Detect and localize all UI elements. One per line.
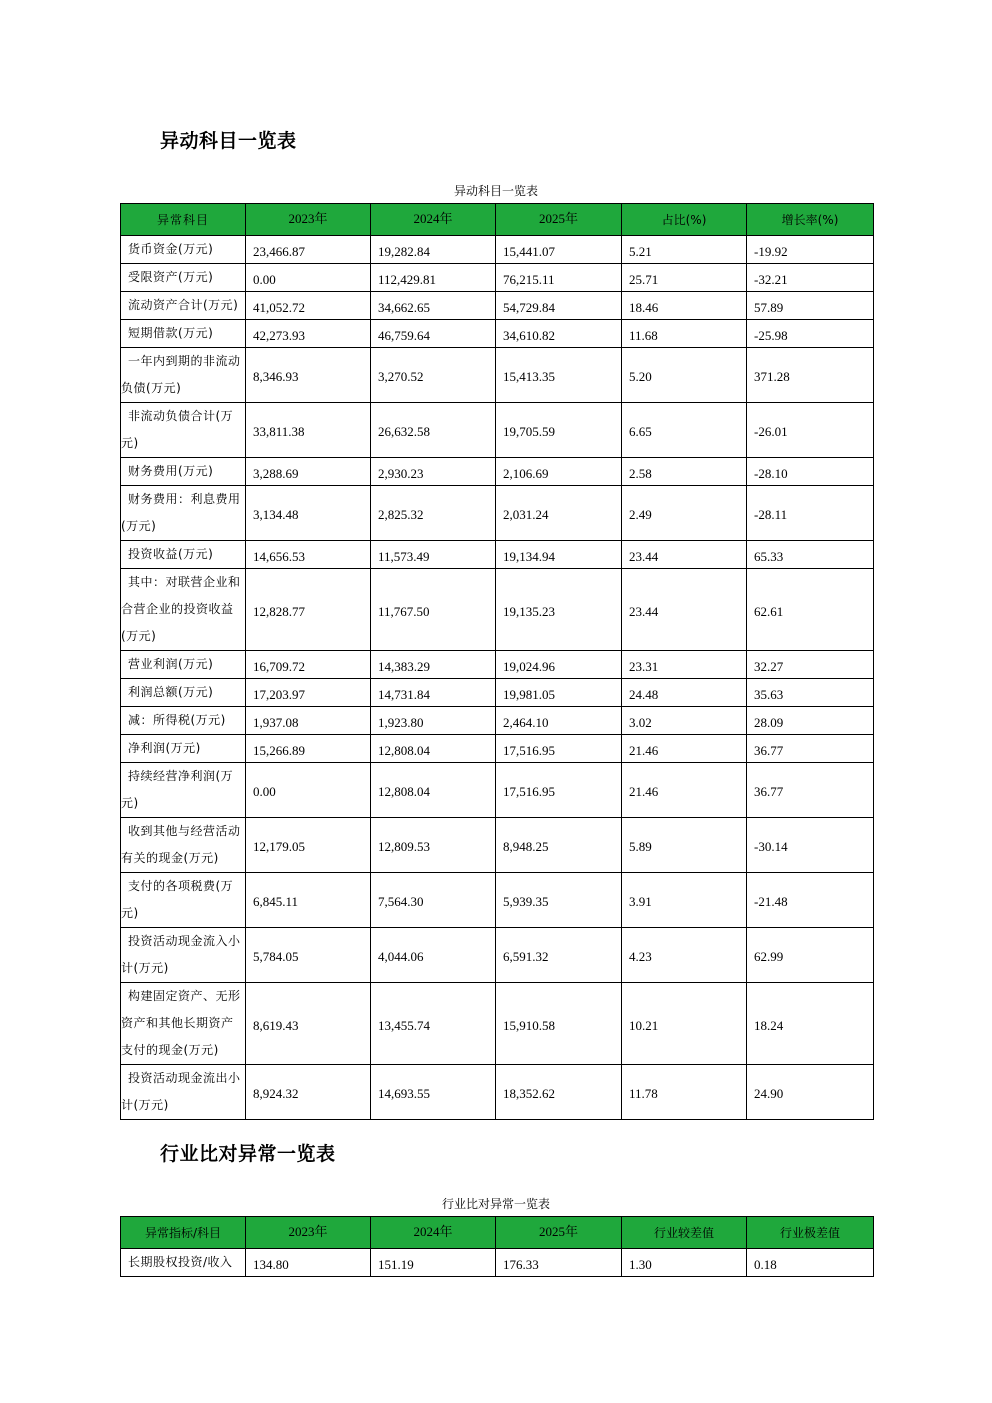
cell-share: 18.46: [622, 292, 747, 320]
section1-heading: 异动科目一览表: [160, 130, 297, 152]
row-label: 一年内到期的非流动负债(万元): [121, 348, 246, 403]
cell-v2025: 5,939.35: [496, 873, 622, 928]
cell-share: 3.91: [622, 873, 747, 928]
table-row: [121, 458, 874, 486]
cell-share: 25.71: [622, 264, 747, 292]
cell-v2025: 19,705.59: [496, 403, 622, 458]
cell-v2024: 11,573.49: [371, 541, 496, 569]
cell-v2023: 14,656.53: [246, 541, 371, 569]
row-label: 减：所得税(万元): [121, 707, 246, 735]
row-label: 受限资产(万元): [121, 264, 246, 292]
cell-growth: 36.77: [747, 763, 874, 818]
row-label: 非流动负债合计(万元): [121, 403, 246, 458]
table-row: [121, 818, 874, 873]
cell-share: 5.20: [622, 348, 747, 403]
cell-range: 0.18: [747, 1249, 874, 1277]
cell-share: 23.31: [622, 651, 747, 679]
cell-growth: 28.09: [747, 707, 874, 735]
cell-growth: 65.33: [747, 541, 874, 569]
cell-growth: -21.48: [747, 873, 874, 928]
cell-share: 11.78: [622, 1065, 747, 1120]
table-row: [121, 348, 874, 403]
cell-v2024: 3,270.52: [371, 348, 496, 403]
cell-v2023: 3,288.69: [246, 458, 371, 486]
table1-body: [121, 236, 874, 1120]
cell-growth: -32.21: [747, 264, 874, 292]
cell-v2023: 8,619.43: [246, 983, 371, 1065]
cell-growth: 62.99: [747, 928, 874, 983]
cell-growth: -19.92: [747, 236, 874, 264]
cell-v2024: 26,632.58: [371, 403, 496, 458]
cell-v2023: 8,924.32: [246, 1065, 371, 1120]
cell-v2024: 4,044.06: [371, 928, 496, 983]
cell-v2025: 34,610.82: [496, 320, 622, 348]
row-label: 支付的各项税费(万元): [121, 873, 246, 928]
cell-v2024: 46,759.64: [371, 320, 496, 348]
cell-v2025: 19,135.23: [496, 569, 622, 651]
row-label: 营业利润(万元): [121, 651, 246, 679]
table2-caption: 行业比对异常一览表: [441, 1197, 550, 1211]
section2-heading: 行业比对异常一览表: [160, 1143, 336, 1165]
cell-share: 2.49: [622, 486, 747, 541]
col-header-2024: 2024年: [371, 204, 496, 236]
row-label: 短期借款(万元): [121, 320, 246, 348]
cell-v2024: 11,767.50: [371, 569, 496, 651]
table-row: [121, 735, 874, 763]
table-row: [121, 679, 874, 707]
cell-v2024: 12,809.53: [371, 818, 496, 873]
cell-v2023: 3,134.48: [246, 486, 371, 541]
cell-v2024: 13,455.74: [371, 983, 496, 1065]
cell-v2025: 17,516.95: [496, 735, 622, 763]
cell-v2025: 17,516.95: [496, 763, 622, 818]
table2-body: [121, 1249, 874, 1277]
table-row: [121, 873, 874, 928]
cell-v2024: 112,429.81: [371, 264, 496, 292]
cell-v2023: 134.80: [246, 1249, 371, 1277]
table-row: [121, 983, 874, 1065]
row-label: 投资活动现金流入小计(万元): [121, 928, 246, 983]
cell-share: 11.68: [622, 320, 747, 348]
cell-v2025: 6,591.32: [496, 928, 622, 983]
cell-v2023: 12,828.77: [246, 569, 371, 651]
table-row: [121, 292, 874, 320]
cell-v2024: 2,825.32: [371, 486, 496, 541]
cell-v2023: 8,346.93: [246, 348, 371, 403]
cell-v2023: 1,937.08: [246, 707, 371, 735]
col-header-2025: 2025年: [496, 204, 622, 236]
cell-v2025: 76,215.11: [496, 264, 622, 292]
cell-v2024: 1,923.80: [371, 707, 496, 735]
cell-v2023: 33,811.38: [246, 403, 371, 458]
table-row: [121, 763, 874, 818]
row-label: 持续经营净利润(万元): [121, 763, 246, 818]
row-label: 投资活动现金流出小计(万元): [121, 1065, 246, 1120]
col-header-industry-worse: 行业较差值: [622, 1217, 747, 1249]
cell-v2023: 17,203.97: [246, 679, 371, 707]
table-row: [121, 651, 874, 679]
cell-growth: 24.90: [747, 1065, 874, 1120]
col-header-2023: 2023年: [246, 204, 371, 236]
table-row: [121, 403, 874, 458]
row-label: 构建固定资产、无形资产和其他长期资产支付的现金(万元): [121, 983, 246, 1065]
table-row: [121, 569, 874, 651]
cell-v2025: 15,413.35: [496, 348, 622, 403]
cell-share: 23.44: [622, 541, 747, 569]
table-row: [121, 1249, 874, 1277]
cell-v2024: 12,808.04: [371, 763, 496, 818]
cell-v2024: 7,564.30: [371, 873, 496, 928]
row-label: 收到其他与经营活动有关的现金(万元): [121, 818, 246, 873]
cell-growth: 18.24: [747, 983, 874, 1065]
table1-caption: 异动科目一览表: [453, 184, 538, 198]
cell-v2025: 54,729.84: [496, 292, 622, 320]
row-label: 利润总额(万元): [121, 679, 246, 707]
cell-v2023: 12,179.05: [246, 818, 371, 873]
row-label: 投资收益(万元): [121, 541, 246, 569]
cell-growth: 62.61: [747, 569, 874, 651]
cell-v2023: 41,052.72: [246, 292, 371, 320]
cell-v2025: 8,948.25: [496, 818, 622, 873]
cell-share: 23.44: [622, 569, 747, 651]
cell-share: 21.46: [622, 735, 747, 763]
cell-v2023: 6,845.11: [246, 873, 371, 928]
cell-v2024: 2,930.23: [371, 458, 496, 486]
cell-worse: 1.30: [622, 1249, 747, 1277]
cell-v2023: 0.00: [246, 264, 371, 292]
cell-growth: -28.11: [747, 486, 874, 541]
table-row: [121, 928, 874, 983]
row-label: 货币资金(万元): [121, 236, 246, 264]
table-header-row: [121, 204, 874, 236]
cell-v2023: 23,466.87: [246, 236, 371, 264]
table-row: [121, 541, 874, 569]
cell-v2025: 15,441.07: [496, 236, 622, 264]
cell-v2024: 19,282.84: [371, 236, 496, 264]
cell-share: 5.89: [622, 818, 747, 873]
cell-v2023: 16,709.72: [246, 651, 371, 679]
cell-share: 2.58: [622, 458, 747, 486]
cell-v2024: 14,731.84: [371, 679, 496, 707]
cell-v2025: 176.33: [496, 1249, 622, 1277]
row-label: 其中：对联营企业和合营企业的投资收益(万元): [121, 569, 246, 651]
cell-v2025: 19,024.96: [496, 651, 622, 679]
cell-share: 5.21: [622, 236, 747, 264]
table-row: [121, 236, 874, 264]
cell-v2023: 5,784.05: [246, 928, 371, 983]
cell-v2024: 14,693.55: [371, 1065, 496, 1120]
row-label: 净利润(万元): [121, 735, 246, 763]
cell-growth: 371.28: [747, 348, 874, 403]
cell-growth: 32.27: [747, 651, 874, 679]
cell-share: 6.65: [622, 403, 747, 458]
col-header-2024: 2024年: [371, 1217, 496, 1249]
col-header-share: 占比(%): [622, 204, 747, 236]
cell-v2025: 15,910.58: [496, 983, 622, 1065]
table-row: [121, 1065, 874, 1120]
table-row: [121, 320, 874, 348]
cell-growth: -26.01: [747, 403, 874, 458]
col-header-account: 异常科目: [121, 204, 246, 236]
cell-v2025: 2,031.24: [496, 486, 622, 541]
cell-growth: 35.63: [747, 679, 874, 707]
col-header-indicator: 异常指标/科目: [121, 1217, 246, 1249]
cell-share: 3.02: [622, 707, 747, 735]
cell-growth: -25.98: [747, 320, 874, 348]
cell-v2023: 42,273.93: [246, 320, 371, 348]
row-label: 财务费用(万元): [121, 458, 246, 486]
cell-v2024: 34,662.65: [371, 292, 496, 320]
table-row: [121, 707, 874, 735]
cell-v2023: 15,266.89: [246, 735, 371, 763]
cell-v2025: 18,352.62: [496, 1065, 622, 1120]
row-label: 财务费用：利息费用(万元): [121, 486, 246, 541]
cell-growth: -30.14: [747, 818, 874, 873]
cell-share: 21.46: [622, 763, 747, 818]
cell-v2025: 19,981.05: [496, 679, 622, 707]
table-header-row: [121, 1217, 874, 1249]
cell-share: 4.23: [622, 928, 747, 983]
cell-v2025: 2,106.69: [496, 458, 622, 486]
table-row: [121, 264, 874, 292]
cell-growth: 57.89: [747, 292, 874, 320]
row-label: 流动资产合计(万元): [121, 292, 246, 320]
anomaly-accounts-table: [120, 203, 874, 1120]
table-row: [121, 486, 874, 541]
cell-v2024: 14,383.29: [371, 651, 496, 679]
row-label: 长期股权投资/收入: [121, 1249, 246, 1277]
cell-growth: 36.77: [747, 735, 874, 763]
col-header-2025: 2025年: [496, 1217, 622, 1249]
col-header-growth: 增长率(%): [747, 204, 874, 236]
cell-growth: -28.10: [747, 458, 874, 486]
cell-v2025: 2,464.10: [496, 707, 622, 735]
col-header-2023: 2023年: [246, 1217, 371, 1249]
col-header-industry-range: 行业极差值: [747, 1217, 874, 1249]
cell-share: 24.48: [622, 679, 747, 707]
cell-v2025: 19,134.94: [496, 541, 622, 569]
industry-comparison-table: [120, 1216, 874, 1277]
cell-v2023: 0.00: [246, 763, 371, 818]
cell-v2024: 12,808.04: [371, 735, 496, 763]
cell-v2024: 151.19: [371, 1249, 496, 1277]
cell-share: 10.21: [622, 983, 747, 1065]
